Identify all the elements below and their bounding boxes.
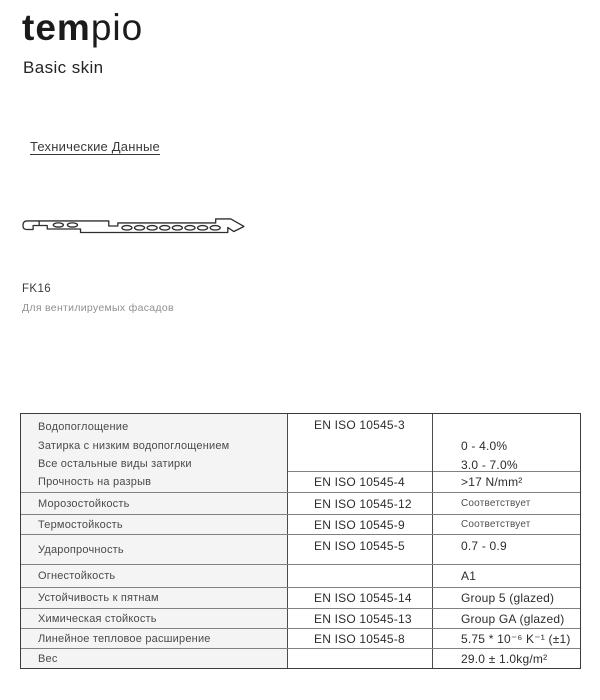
row-value: 0.7 - 0.9 [432,535,580,564]
row-label: Термостойкость [21,515,287,534]
table-row [21,587,580,608]
row-value: Group GA (glazed) [432,609,580,628]
row-value: 5.75 * 10⁻⁶ K⁻¹ (±1) [432,629,580,648]
row-standard: EN ISO 10545-4 [287,472,432,492]
row-value: 0 - 4.0% 3.0 - 7.0% [432,414,580,474]
row-label: Морозостойкость [21,493,287,514]
row-standard [287,565,432,587]
row-standard: EN ISO 10545-9 [287,515,432,534]
row-label: Вес [21,649,287,668]
table-row [21,471,580,492]
technical-data-table [20,413,581,669]
brand-logo-light: pio [90,7,144,48]
row-label: Устойчивость к пятнам [21,588,287,608]
row-standard: EN ISO 10545-14 [287,588,432,608]
row-standard: EN ISO 10545-3 [287,414,432,474]
product-description: Для вентилируемых фасадов [22,302,174,314]
brand-logo-bold: tem [22,7,91,48]
row-label: Химическая стойкость [21,609,287,628]
row-label: Прочность на разрыв [21,472,287,492]
product-line-title: Basic skin [23,58,104,77]
row-label: Водопоглощение Затирка с низким водопоглощением Все остальные виды затирки [21,414,287,474]
row-standard: EN ISO 10545-12 [287,493,432,514]
row-label: Огнестойкость [21,565,287,587]
row-value: 29.0 ± 1.0kg/m² [432,649,580,668]
row-value: A1 [432,565,580,587]
row-value: Соответствует [432,515,580,534]
table-row [21,564,580,587]
row-value: Соответствует [432,493,580,514]
row-value: Group 5 (glazed) [432,588,580,608]
table-row [21,628,580,648]
table-row [21,414,580,471]
row-standard: EN ISO 10545-13 [287,609,432,628]
brand-logo [22,8,143,49]
panel-profile-drawing-icon [20,213,252,245]
row-label: Ударопрочность [21,535,287,564]
table-row [21,514,580,534]
table-row [21,534,580,564]
row-standard [287,649,432,668]
product-code: FK16 [22,283,52,295]
row-label: Линейное тепловое расширение [21,629,287,648]
row-value: >17 N/mm² [432,472,580,492]
row-standard: EN ISO 10545-5 [287,535,432,564]
table-row [21,492,580,514]
table-row [21,608,580,628]
section-title-technical-data: Технические Данные [30,139,160,154]
row-standard: EN ISO 10545-8 [287,629,432,648]
table-row [21,648,580,668]
